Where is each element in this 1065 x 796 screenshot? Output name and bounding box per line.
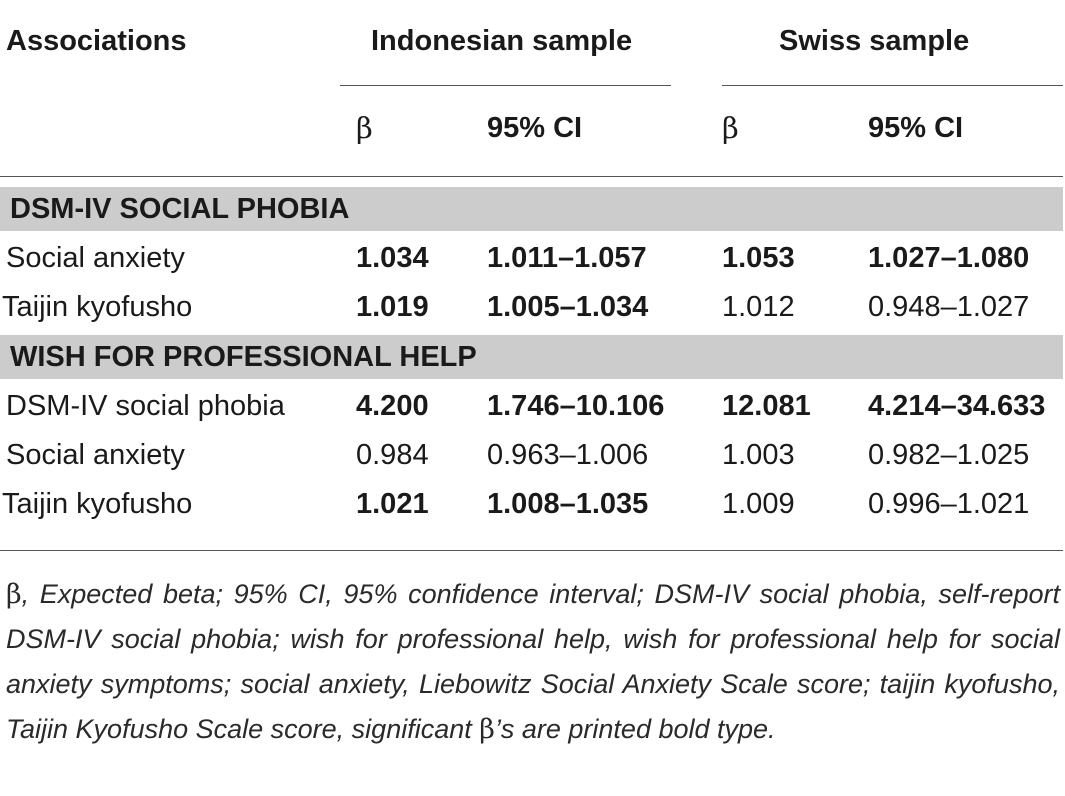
row-label: Taijin kyofusho	[2, 488, 193, 520]
indonesian-ci-value: 1.008–1.035	[487, 488, 649, 520]
indonesian-ci-value: 0.963–1.006	[487, 439, 649, 471]
header-swiss-ci: 95% CI	[868, 112, 964, 144]
indonesian-beta-value: 0.984	[356, 439, 429, 471]
footnote-beta-symbol: β	[6, 579, 22, 610]
header-swiss-beta: β	[722, 111, 739, 145]
indonesian-beta-value: 1.034	[356, 242, 429, 274]
swiss-ci-value: 0.982–1.025	[868, 439, 1030, 471]
section-band-wish-for-professional-help	[0, 335, 1063, 379]
indonesian-beta-value: 1.021	[356, 488, 429, 520]
indonesian-ci-value: 1.746–10.106	[487, 390, 665, 422]
row-label: Social anxiety	[6, 242, 185, 274]
swiss-spanner-rule	[722, 85, 1063, 86]
header-bottom-rule	[0, 176, 1063, 177]
swiss-beta-value: 1.003	[722, 439, 795, 471]
header-indonesian-ci: 95% CI	[487, 112, 583, 144]
table-footnote	[6, 572, 1060, 752]
swiss-beta-value: 12.081	[722, 390, 811, 422]
swiss-ci-value: 0.996–1.021	[868, 488, 1030, 520]
indonesian-spanner-rule	[340, 85, 671, 86]
swiss-ci-value: 4.214–34.633	[868, 390, 1046, 422]
swiss-beta-value: 1.012	[722, 291, 795, 323]
footnote-text-part2: ’s are printed bold type.	[494, 714, 776, 744]
swiss-ci-value: 0.948–1.027	[868, 291, 1030, 323]
indonesian-beta-value: 1.019	[356, 291, 429, 323]
swiss-beta-value: 1.009	[722, 488, 795, 520]
section-title: WISH FOR PROFESSIONAL HELP	[10, 341, 477, 373]
section-title: DSM-IV SOCIAL PHOBIA	[10, 193, 350, 225]
section-band-dsm-iv-social-phobia	[0, 187, 1063, 231]
swiss-beta-value: 1.053	[722, 242, 795, 274]
indonesian-ci-value: 1.011–1.057	[487, 242, 647, 274]
row-label: Taijin kyofusho	[2, 291, 193, 323]
header-indonesian-beta: β	[356, 111, 373, 145]
header-associations: Associations	[6, 25, 187, 57]
row-label: DSM-IV social phobia	[6, 390, 285, 422]
table-bottom-rule	[0, 550, 1063, 551]
header-indonesian-sample: Indonesian sample	[371, 25, 633, 57]
footnote-text-part1: , Expected beta; 95% CI, 95% confidence interval; DSM-IV social phobia, self-report DSM-IV social phobia; wish for professional help, wish for professional help for social anxiety symptoms; social anxiety, Liebowitz Social Anxiety Scale score; taijin kyofusho, Taijin Kyofusho Scale score, significant	[6, 579, 1060, 744]
indonesian-ci-value: 1.005–1.034	[487, 291, 649, 323]
footnote-beta-symbol-2: β	[479, 714, 495, 745]
row-label: Social anxiety	[6, 439, 185, 471]
header-swiss-sample: Swiss sample	[779, 25, 970, 57]
indonesian-beta-value: 4.200	[356, 390, 429, 422]
swiss-ci-value: 1.027–1.080	[868, 242, 1030, 274]
